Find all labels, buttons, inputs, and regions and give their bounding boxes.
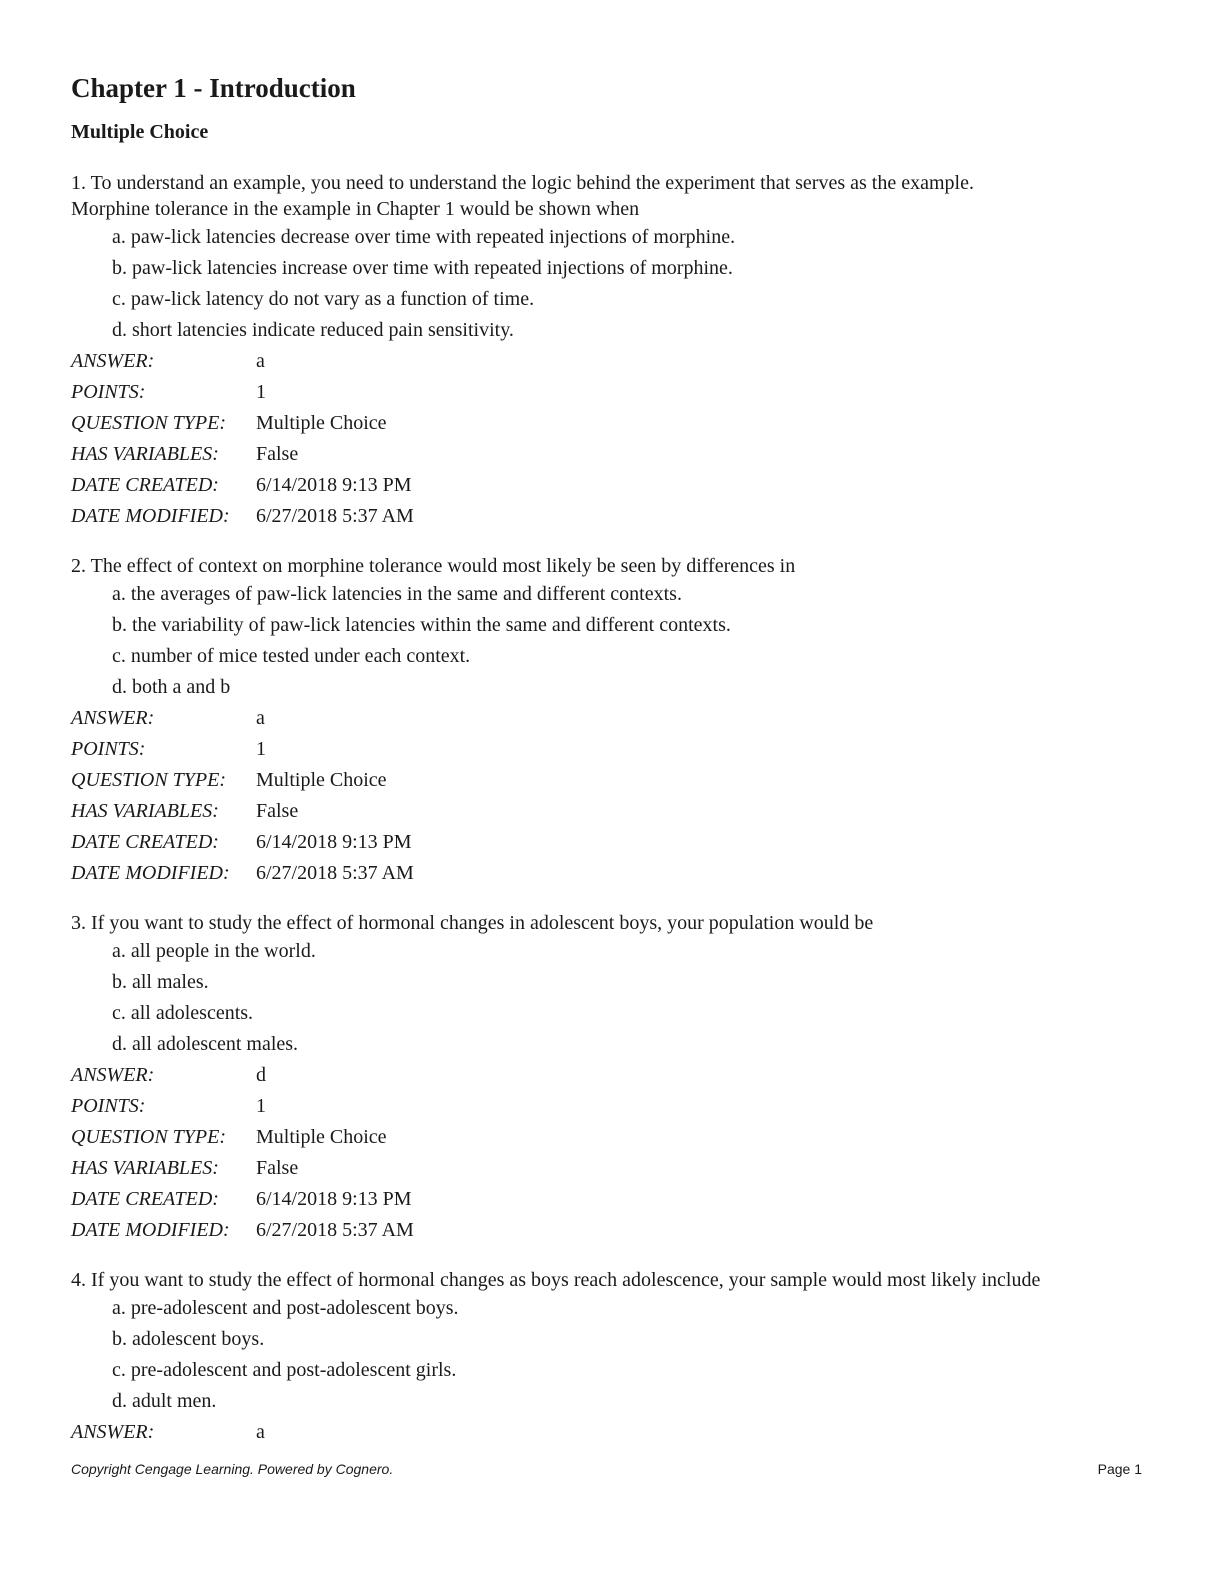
date-modified-label: DATE MODIFIED: <box>71 505 230 527</box>
has-variables-row <box>71 1153 1151 1184</box>
has-variables-value: False <box>256 443 299 465</box>
question-type-label: QUESTION TYPE: <box>71 1126 227 1148</box>
section-heading: Multiple Choice <box>71 121 209 143</box>
question-stem <box>71 170 1151 222</box>
answer-value: a <box>256 1421 265 1443</box>
points-value: 1 <box>256 381 266 403</box>
question-metadata <box>71 1060 1151 1246</box>
date-created-label: DATE CREATED: <box>71 831 219 853</box>
question-type-label: QUESTION TYPE: <box>71 412 227 434</box>
question-type-value: Multiple Choice <box>256 1126 387 1148</box>
date-modified-value: 6/27/2018 5:37 AM <box>256 1219 414 1241</box>
date-created-value: 6/14/2018 9:13 PM <box>256 474 412 496</box>
answer-options <box>71 1293 1151 1417</box>
date-created-value: 6/14/2018 9:13 PM <box>256 831 412 853</box>
question-1 <box>71 170 1151 532</box>
answer-label: ANSWER: <box>71 350 155 372</box>
question-stem-line: 1. To understand an example, you need to understand the logic behind the experiment that serves as the example. <box>71 172 974 194</box>
question-3 <box>71 910 1151 1246</box>
option-a: a. all people in the world. <box>112 940 316 962</box>
question-stem-line: 3. If you want to study the effect of hormonal changes in adolescent boys, your population would be <box>71 912 874 934</box>
question-stem <box>71 553 1151 579</box>
date-created-row <box>71 827 1151 858</box>
question-stem <box>71 1267 1151 1293</box>
date-created-row <box>71 1184 1151 1215</box>
option-a: a. pre-adolescent and post-adolescent boys. <box>112 1297 459 1319</box>
points-value: 1 <box>256 738 266 760</box>
has-variables-value: False <box>256 1157 299 1179</box>
question-2 <box>71 553 1151 889</box>
date-created-row <box>71 470 1151 501</box>
has-variables-label: HAS VARIABLES: <box>71 443 219 465</box>
answer-label: ANSWER: <box>71 1421 155 1443</box>
question-stem-line: 2. The effect of context on morphine tolerance would most likely be seen by differences in <box>71 555 796 577</box>
question-stem <box>71 910 1151 936</box>
date-modified-row <box>71 858 1151 889</box>
points-row <box>71 734 1151 765</box>
has-variables-row <box>71 796 1151 827</box>
points-row <box>71 377 1151 408</box>
date-modified-value: 6/27/2018 5:37 AM <box>256 505 414 527</box>
option-c: c. number of mice tested under each context. <box>112 645 471 667</box>
option-a: a. paw-lick latencies decrease over time with repeated injections of morphine. <box>112 226 736 248</box>
answer-options <box>71 222 1151 346</box>
answer-options <box>71 936 1151 1060</box>
date-modified-row <box>71 501 1151 532</box>
question-stem-line: 4. If you want to study the effect of hormonal changes as boys reach adolescence, your sample would most likely include <box>71 1269 1041 1291</box>
option-d: d. adult men. <box>112 1390 217 1412</box>
answer-label: ANSWER: <box>71 707 155 729</box>
option-c: c. all adolescents. <box>112 1002 254 1024</box>
points-row <box>71 1091 1151 1122</box>
points-value: 1 <box>256 1095 266 1117</box>
has-variables-label: HAS VARIABLES: <box>71 800 219 822</box>
option-b: b. paw-lick latencies increase over time with repeated injections of morphine. <box>112 257 733 279</box>
answer-value: a <box>256 350 265 372</box>
has-variables-value: False <box>256 800 299 822</box>
date-modified-label: DATE MODIFIED: <box>71 1219 230 1241</box>
question-metadata <box>71 346 1151 532</box>
question-type-value: Multiple Choice <box>256 769 387 791</box>
date-modified-label: DATE MODIFIED: <box>71 862 230 884</box>
points-label: POINTS: <box>71 738 146 760</box>
question-metadata <box>71 1417 1151 1448</box>
date-modified-value: 6/27/2018 5:37 AM <box>256 862 414 884</box>
option-d: d. short latencies indicate reduced pain sensitivity. <box>112 319 514 341</box>
date-created-label: DATE CREATED: <box>71 1188 219 1210</box>
page-footer <box>71 1460 1142 1478</box>
date-created-label: DATE CREATED: <box>71 474 219 496</box>
question-type-value: Multiple Choice <box>256 412 387 434</box>
question-4 <box>71 1267 1151 1448</box>
answer-row <box>71 703 1151 734</box>
option-b: b. the variability of paw-lick latencies within the same and different contexts. <box>112 614 731 636</box>
answer-row <box>71 1417 1151 1448</box>
has-variables-row <box>71 439 1151 470</box>
date-modified-row <box>71 1215 1151 1246</box>
question-type-row <box>71 765 1151 796</box>
question-type-label: QUESTION TYPE: <box>71 769 227 791</box>
answer-row <box>71 1060 1151 1091</box>
option-c: c. pre-adolescent and post-adolescent girls. <box>112 1359 457 1381</box>
option-d: d. all adolescent males. <box>112 1033 299 1055</box>
option-b: b. all males. <box>112 971 209 993</box>
date-created-value: 6/14/2018 9:13 PM <box>256 1188 412 1210</box>
question-stem-line: Morphine tolerance in the example in Chapter 1 would be shown when <box>71 198 640 220</box>
document-page <box>71 70 1151 1448</box>
answer-value: a <box>256 707 265 729</box>
answer-label: ANSWER: <box>71 1064 155 1086</box>
option-b: b. adolescent boys. <box>112 1328 265 1350</box>
has-variables-label: HAS VARIABLES: <box>71 1157 219 1179</box>
points-label: POINTS: <box>71 381 146 403</box>
points-label: POINTS: <box>71 1095 146 1117</box>
page-number: Page 1 <box>1097 1461 1142 1477</box>
question-metadata <box>71 703 1151 889</box>
question-type-row <box>71 408 1151 439</box>
option-d: d. both a and b <box>112 676 231 698</box>
copyright-notice: Copyright Cengage Learning. Powered by Cognero. <box>71 1461 394 1477</box>
answer-row <box>71 346 1151 377</box>
option-a: a. the averages of paw-lick latencies in the same and different contexts. <box>112 583 682 605</box>
option-c: c. paw-lick latency do not vary as a function of time. <box>112 288 535 310</box>
chapter-title: Chapter 1 - Introduction <box>71 73 356 103</box>
question-type-row <box>71 1122 1151 1153</box>
answer-value: d <box>256 1064 266 1086</box>
answer-options <box>71 579 1151 703</box>
